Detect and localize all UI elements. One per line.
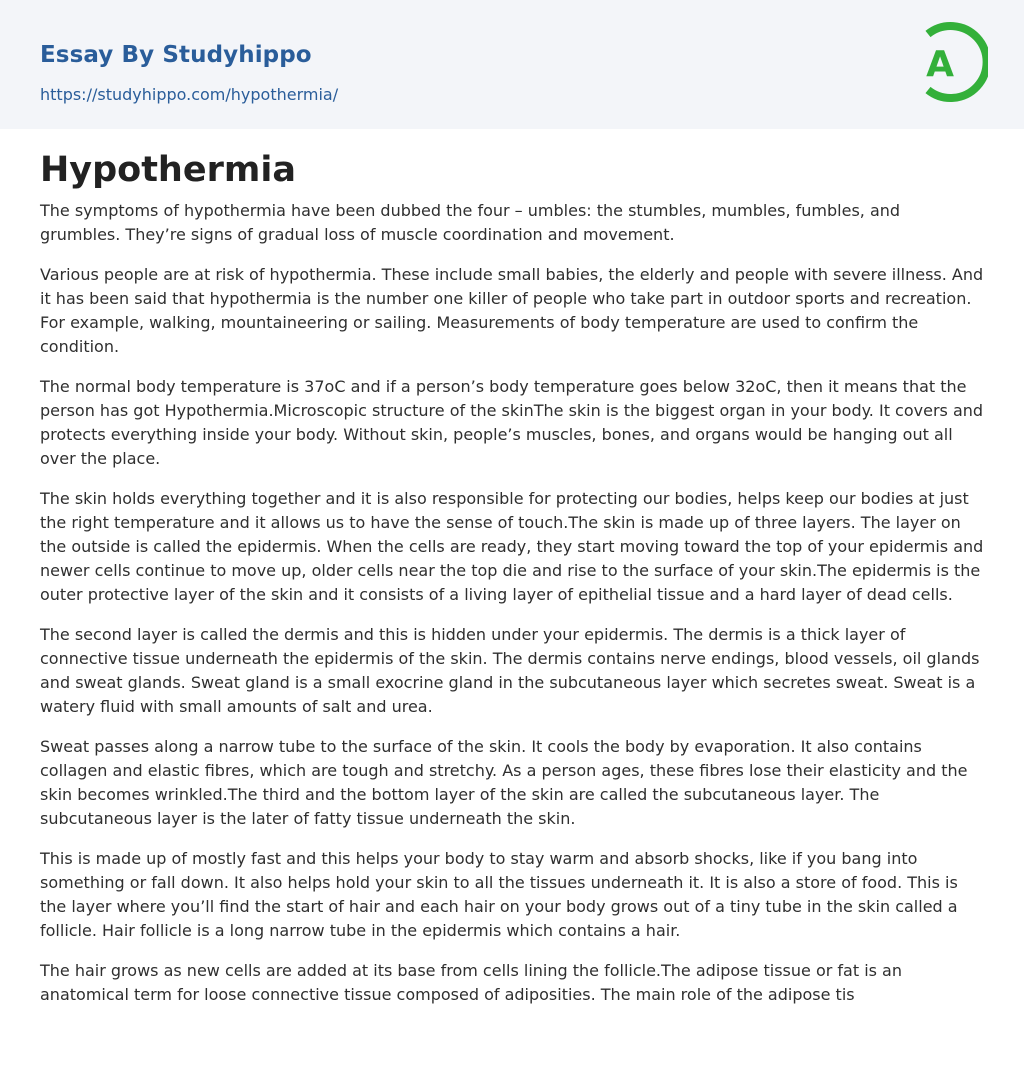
logo-letter: A [926,44,954,85]
article-body [0,129,1024,1007]
paragraph: The skin holds everything together and it is also responsible for protecting our bodies, helps keep our bodies at just the right temperature and it allows us to have the sense of touch.The skin is made up of three layers. The layer on the outside is called the epidermis. When the cells are ready, they start moving toward the top of your epidermis and newer cells continue to move up, older cells near the top die and rise to the surface of your skin.The epidermis is the outer protective layer of the skin and it consists of a living layer of epithelial tissue and a hard layer of dead cells. [40,489,984,604]
paragraph: Various people are at risk of hypothermia. These include small babies, the elderly and people with severe illness. And it has been said that hypothermia is the number one killer of people who take part in outdoor sports and recreation. For example, walking, mountaineering or sailing. Measurements of body temperature are used to confirm the condition. [40,265,984,356]
paragraph: The second layer is called the dermis and this is hidden under your epidermis. The dermis is a thick layer of connective tissue underneath the epidermis of the skin. The dermis contains nerve endings, blood vessels, oil glands and sweat glands. Sweat gland is a small exocrine gland in the subcutaneous layer which secretes sweat. Sweat is a watery fluid with small amounts of salt and urea. [40,625,980,716]
site-header [0,0,1024,129]
studyhippo-logo-icon [908,18,988,106]
brand-title: Essay By Studyhippo [40,42,312,68]
paragraph: This is made up of mostly fast and this helps your body to stay warm and absorb shocks, like if you bang into something or fall down. It also helps hold your skin to all the tissues underneath it. It is also a store of food. This is the layer where you’ll find the start of hair and each hair on your body grows out of a tiny tube in the skin called a follicle. Hair follicle is a long narrow tube in the epidermis which contains a hair. [40,849,958,940]
paragraph: The hair grows as new cells are added at its base from cells lining the follicle.The adipose tissue or fat is an anatomical term for loose connective tissue composed of adiposities. The main role of the adipose tis [40,961,902,1004]
essay-url-link[interactable]: https://studyhippo.com/hypothermia/ [40,85,339,104]
paragraph: Sweat passes along a narrow tube to the surface of the skin. It cools the body by evaporation. It also contains collagen and elastic fibres, which are tough and stretchy. As a person ages, these fibres lose their elasticity and the skin becomes wrinkled.The third and the bottom layer of the skin are called the subcutaneous layer. The subcutaneous layer is the later of fatty tissue underneath the skin. [40,737,968,828]
paragraph: The symptoms of hypothermia have been dubbed the four – umbles: the stumbles, mumbles, fumbles, and grumbles. They’re signs of gradual loss of muscle coordination and movement. [40,201,901,244]
page-title: Hypothermia [40,150,296,190]
paragraph: The normal body temperature is 37oC and if a person’s body temperature goes below 32oC, then it means that the person has got Hypothermia.Microscopic structure of the skinThe skin is the biggest organ in your body. It covers and protects everything inside your body. Without skin, people’s muscles, bones, and organs would be hanging out all over the place. [40,377,984,468]
